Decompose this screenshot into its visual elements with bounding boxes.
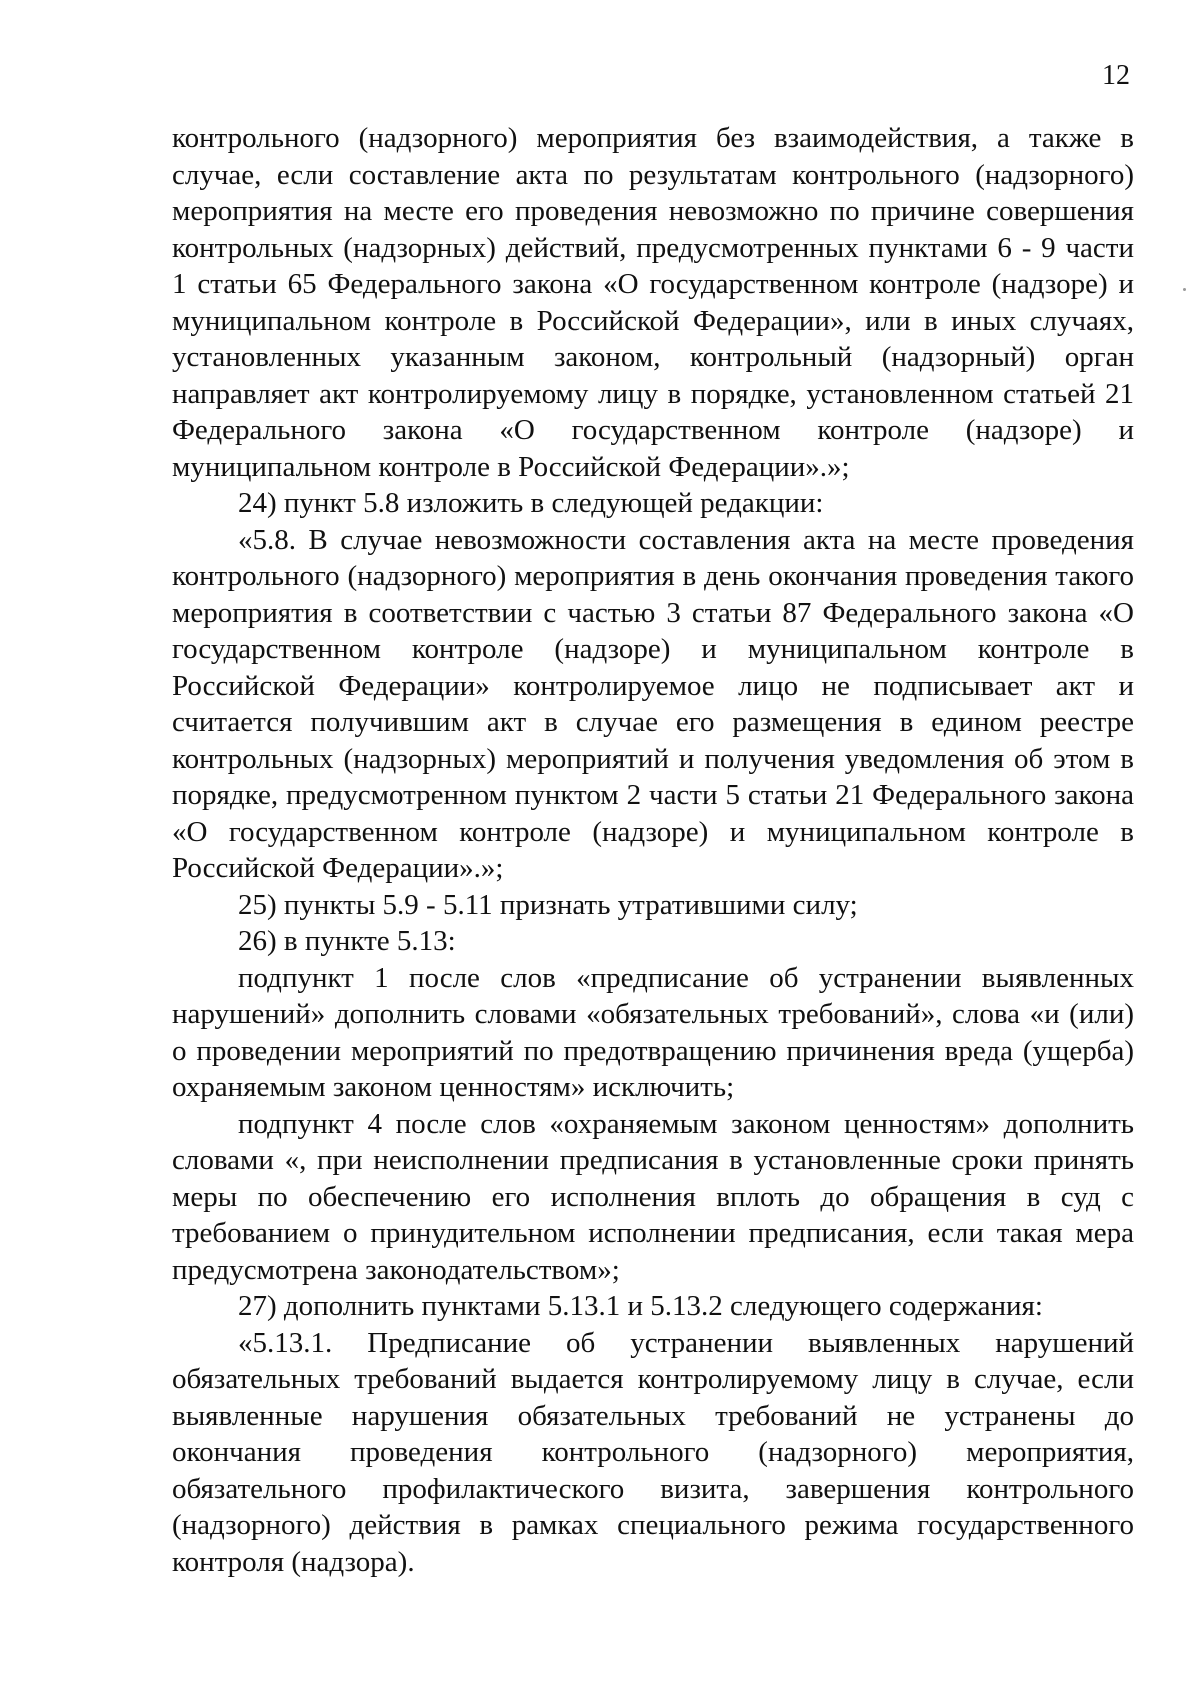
scan-artifact-dot bbox=[1183, 288, 1186, 291]
paragraph-clause-5-13-1: «5.13.1. Предписание об устранении выявленных нарушений обязательных требований выдается контролируемому лицу в случае, если выявленные нарушения обязательных требований не устранены до окончания проведения контрольного (надзорного) мероприятия, обязательного профилактического визита, завершения контрольного (надзорного) действия в рамках специального режима государственного контроля (надзора). bbox=[172, 1326, 1134, 1578]
paragraph-item-25: 25) пункты 5.9 - 5.11 признать утратившими силу; bbox=[238, 888, 858, 921]
paragraph-clause-5-8: «5.8. В случае невозможности составления акта на месте проведения контрольного (надзорного) мероприятия в день окончания проведения такого мероприятия в соответствии с частью 3 статьи 87 Федерального закона «О государственном контроле (надзоре) и муниципальном контроле в Российской Федерации» контролируемое лицо не подписывает акт и считается получившим акт в случае его размещения в едином реестре контрольных (надзорных) мероприятий и получения уведомления об этом в порядке, предусмотренном пунктом 2 части 5 статьи 21 Федерального закона «О государственном контроле (надзоре) и муниципальном контроле в Российской Федерации».»; bbox=[172, 523, 1134, 884]
paragraph-subitem-4: подпункт 4 после слов «охраняемым законом ценностям» дополнить словами «, при неисполнении предписания в установленные сроки принять меры по обеспечению его исполнения вплоть до обращения в суд с требованием о принудительном исполнении предписания, если такая мера предусмотрена законодательством»; bbox=[172, 1107, 1134, 1286]
paragraph-continuation: контрольного (надзорного) мероприятия без взаимодействия, а также в случае, если составление акта по результатам контрольного (надзорного) мероприятия на месте его проведения невозможно по причине совершения контрольных (надзорных) действий, предусмотренных пунктами 6 - 9 части 1 статьи 65 Федерального закона «О государственном контроле (надзоре) и муниципальном контроле в Российской Федерации», или в иных случаях, установленных указанным законом, контрольный (надзорный) орган направляет акт контролируемому лицу в порядке, установленном статьей 21 Федерального закона «О государственном контроле (надзоре) и муниципальном контроле в Российской Федерации».»; bbox=[172, 122, 1134, 483]
page-number: 12 bbox=[1102, 60, 1130, 91]
paragraph-item-27: 27) дополнить пунктами 5.13.1 и 5.13.2 следующего содержания: bbox=[238, 1290, 1043, 1322]
paragraph-item-24: 24) пункт 5.8 изложить в следующей редакции: bbox=[238, 487, 824, 519]
paragraph-item-26: 26) в пункте 5.13: bbox=[238, 925, 456, 957]
paragraph-subitem-1: подпункт 1 после слов «предписание об устранении выявленных нарушений» дополнить словами «обязательных требований», слова «и (или) о проведении мероприятий по предотвращению причинения вреда (ущерба) охраняемым законом ценностям» исключить; bbox=[172, 961, 1134, 1103]
document-body bbox=[172, 120, 1134, 1580]
